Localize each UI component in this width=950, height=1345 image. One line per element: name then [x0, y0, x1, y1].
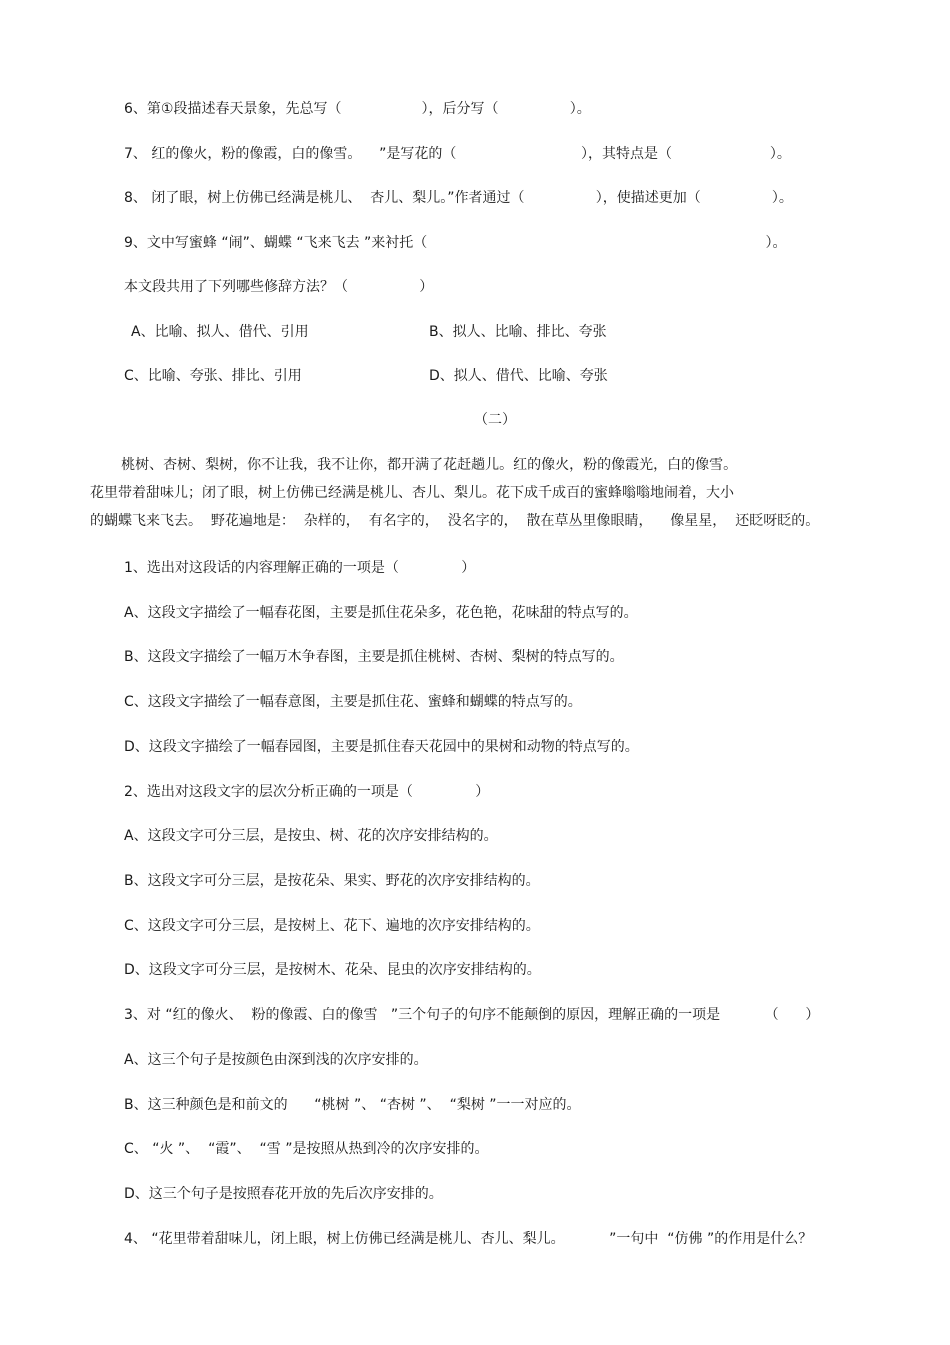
q3-option-b: B、这三种颜色是和前文的 “桃树 ”、 “杏树 ”、 “梨树 ”一一对应的。 [124, 1097, 581, 1113]
section-title: （二） [474, 412, 516, 428]
q3-stem: 3、对 “红的像火、 粉的像霞、白的像雪 ”三个句子的句序不能颠倒的原因，理解正确的一项是 （ ） [124, 1007, 820, 1023]
q1-option-c: C、这段文字描绘了一幅春意图，主要是抓住花、蜜蜂和蝴蝶的特点写的。 [124, 694, 582, 710]
question-7: 7、 红的像火，粉的像霞，白的像雪。 ”是写花的（ ），其特点是（ ）。 [124, 146, 791, 162]
q3-option-a: A、这三个句子是按颜色由深到浅的次序安排的。 [124, 1052, 428, 1068]
q2-stem: 2、选出对这段文字的层次分析正确的一项是（ ） [124, 784, 490, 800]
option-d: D、拟人、借代、比喻、夸张 [429, 368, 608, 384]
question-9: 9、文中写蜜蜂 “闹”、蝴蝶 “飞来飞去 ”来衬托（ ）。 [124, 235, 787, 251]
passage-line-1: 桃树、杏树、梨树，你不让我，我不让你，都开满了花赶趟儿。红的像火，粉的像霞光，白的像雪。 [90, 457, 738, 473]
q2-option-c: C、这段文字可分三层，是按树上、花下、遍地的次序安排结构的。 [124, 918, 540, 934]
q1-option-d: D、这段文字描绘了一幅春园图，主要是抓住春天花园中的果树和动物的特点写的。 [124, 739, 639, 755]
q2-option-a: A、这段文字可分三层，是按虫、树、花的次序安排结构的。 [124, 828, 498, 844]
q2-option-d: D、这段文字可分三层，是按树木、花朵、昆虫的次序安排结构的。 [124, 962, 541, 978]
option-b: B、拟人、比喻、排比、夸张 [429, 324, 607, 340]
option-a: A、比喻、拟人、借代、引用 [131, 324, 309, 340]
question-rhetoric: 本文段共用了下列哪些修辞方法？（ ） [124, 279, 434, 295]
q1-option-a: A、这段文字描绘了一幅春花图，主要是抓住花朵多，花色艳，花味甜的特点写的。 [124, 605, 638, 621]
q1-option-b: B、这段文字描绘了一幅万木争春图，主要是抓住桃树、杏树、梨树的特点写的。 [124, 649, 624, 665]
passage-line-2: 花里带着甜味儿；闭了眼，树上仿佛已经满是桃儿、杏儿、梨儿。花下成千成百的蜜蜂嗡嗡地闹着，大小 [90, 485, 734, 501]
question-8: 8、 闭了眼，树上仿佛已经满是桃儿、 杏儿、梨儿。”作者通过（ ），使描述更加（ ）。 [124, 190, 793, 206]
q3-option-c: C、 “火 ”、 “霞”、 “雪 ”是按照从热到冷的次序安排的。 [124, 1141, 489, 1157]
q2-option-b: B、这段文字可分三层，是按花朵、果实、野花的次序安排结构的。 [124, 873, 540, 889]
question-6: 6、第①段描述春天景象，先总写（ ），后分写（ ）。 [124, 101, 591, 117]
q3-option-d: D、这三个句子是按照春花开放的先后次序安排的。 [124, 1186, 443, 1202]
passage-line-3: 的蝴蝶飞来飞去。 野花遍地是： 杂样的， 有名字的， 没名字的， 散在草丛里像眼睛， 像星星， 还眨呀眨的。 [90, 513, 820, 529]
option-c: C、比喻、夸张、排比、引用 [124, 368, 302, 384]
q1-stem: 1、选出对这段话的内容理解正确的一项是（ ） [124, 560, 476, 576]
q4-stem: 4、 “花里带着甜味儿，闭上眼，树上仿佛已经满是桃儿、杏儿、梨儿。 ”一句中 “仿佛 ”的作用是什么？ [124, 1231, 813, 1247]
